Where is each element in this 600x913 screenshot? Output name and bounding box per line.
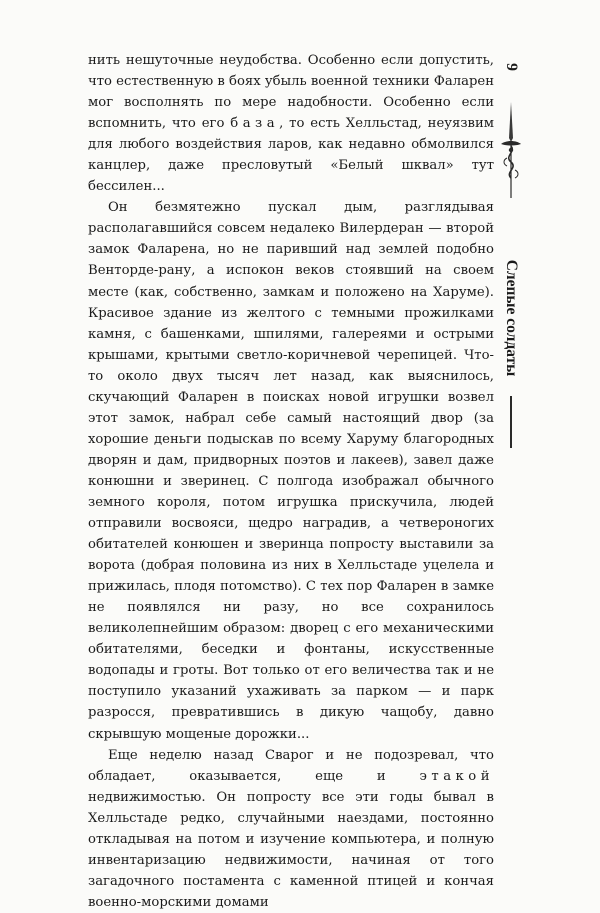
running-title: Слепые солдаты — [503, 259, 520, 377]
paragraph-1-text-b: , то есть Хелльстад, неуязвим для любого воздействия ларов, как недавно обмолвился канцлер, даже пресловутый «Белый шквал» тут бессилен... — [88, 116, 494, 195]
paragraph-2: Он безмятежно пускал дым, разглядывая располагавшийся совсем недалеко Вилердеран — второй замок Фаларена, но не паривший над землей подобно Венторде-рану, а испокон веков стоявший на своем месте (как, собственно, замкам и положено на Харуме). Красивое здание из желтого с темными прожилками камня, с башенками, шпилями, галереями и острыми крышами, крытыми светло-коричневой черепицей. Что-то около двух тысяч лет назад, как выяснилось, скучающий Фаларен в поисках новой игрушки возвел этот замок, набрал себе самый настоящий двор (за хорошие деньги подыскав по всему Харуму благородных дворян и дам, придворных поэтов и лакеев), завел даже конюшни и зверинец. С полгода изображал обычного земного короля, потом игрушка прискучила, людей отправили восвояси, щедро наградив, а четвероногих обитателей конюшен и зверинца попросту выставили за ворота (добрая половина из них в Хелльстаде уцелела и прижилась, плодя потомство). С тех пор Фаларен в замке не появлялся ни разу, но все сохранилось великолепнейшим образом: дворец с его механическими обитателями, беседки и фонтаны, искусственные водопады и гроты. Вот только от его величества так и не поступило указаний ухаживать за парком — и парк разросся, превратившись в дикую чащобу, давно скрывшую мощеные дорожки... — [88, 200, 494, 742]
paragraph-1-text-a: нить нешуточные неудобства. Особенно если допустить, что естественную в боях убыль военной техники Фаларен мог восполнять по мере надобности. Особенно если вспомнить, что его — [88, 53, 494, 132]
paragraph-3-text-a: Еще неделю назад Сварог и не подозревал, что обладает, оказывается, еще и — [88, 747, 494, 784]
paragraph-1 — [88, 50, 494, 197]
running-header-sidebar — [494, 56, 528, 376]
sword-ornament-icon — [498, 100, 524, 200]
body-text — [88, 50, 494, 913]
page-number: 9 — [503, 63, 520, 71]
paragraph-3-text-b: недвижимостью. Он попросту все эти годы бывал в Хелльстаде редко, случайными наездами, постоянно откладывая на потом и изучение компьютера, и полную инвентаризацию недвижимости, начиная от того загадочного постамента с каменной птицей и кончая военно-морскими домами — [88, 789, 494, 910]
paragraph-3 — [88, 745, 494, 913]
vertical-rule — [510, 396, 512, 448]
paragraph-1-spaced-word: база — [230, 116, 280, 132]
paragraph-3-spaced-word: этакой — [419, 768, 494, 784]
